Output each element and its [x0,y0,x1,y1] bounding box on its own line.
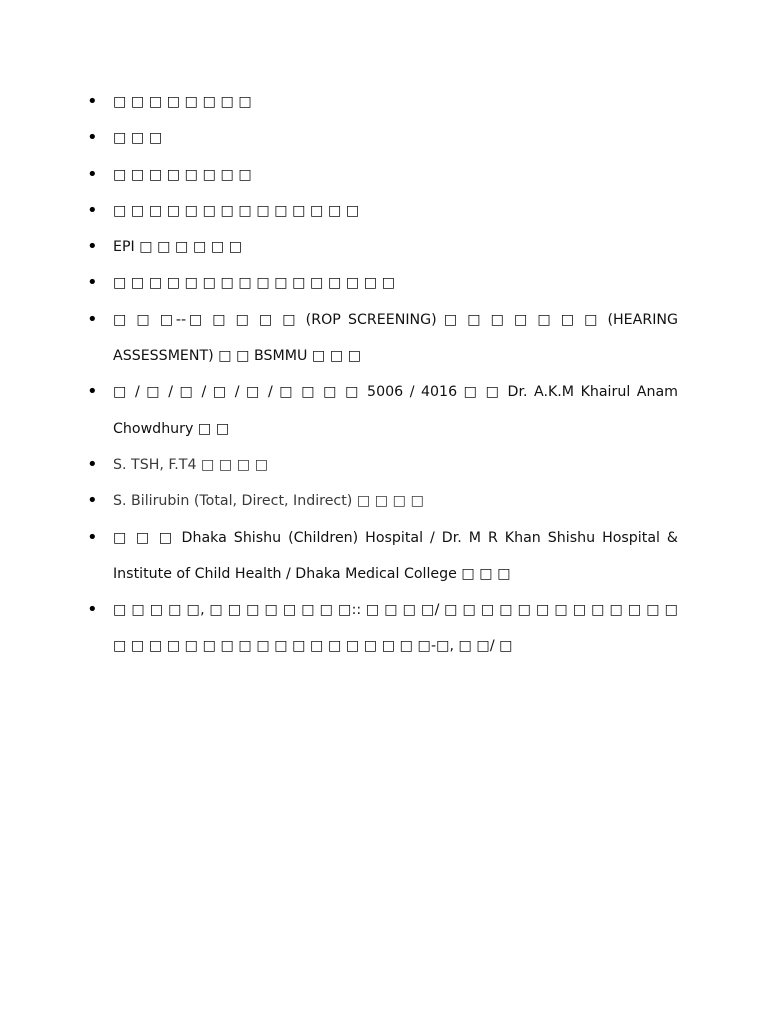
list-item: • S. Bilirubin (Total, Direct, Indirect) □ □ □ □ [0,483,768,519]
list-item: • □ □ □ □ □ □ □ □ [0,84,768,120]
bullet-list [0,84,768,665]
list-item: • □ □ □ Dhaka Shishu (Children) Hospital / Dr. M R Khan Shishu Hospital & Institute of Child Health / Dhaka Medical College □ □ □ [0,520,768,593]
list-item: • □ □ □ [0,120,768,156]
list-item: • □ □ □ □ □ □ □ □ □ □ □ □ □ □ [0,193,768,229]
list-item: • EPI □ □ □ □ □ □ [0,229,768,265]
list-item: • □ □ □--□ □ □ □ □ (ROP SCREENING) □ □ □ □ □ □ □ (HEARING ASSESSMENT) □ □ BSMMU □ □ □ [0,302,768,375]
list-item: • □ / □ / □ / □ / □ / □ □ □ □ 5006 / 4016 □ □ Dr. A.K.M Khairul Anam Chowdhury □ □ [0,374,768,447]
list-item: • □ □ □ □ □ □ □ □ □ □ □ □ □ □ □ □ [0,265,768,301]
list-item: • □ □ □ □ □, □ □ □ □ □ □ □ □:: □ □ □ □/ □ □ □ □ □ □ □ □ □ □ □ □ □ □ □ □ □ □ □ □ □ □ □ □ □ □ □ □ □ □ □-□, □ □/ □ [0,592,768,665]
list-item: • S. TSH, F.T4 □ □ □ □ [0,447,768,483]
list-item: • □ □ □ □ □ □ □ □ [0,157,768,193]
